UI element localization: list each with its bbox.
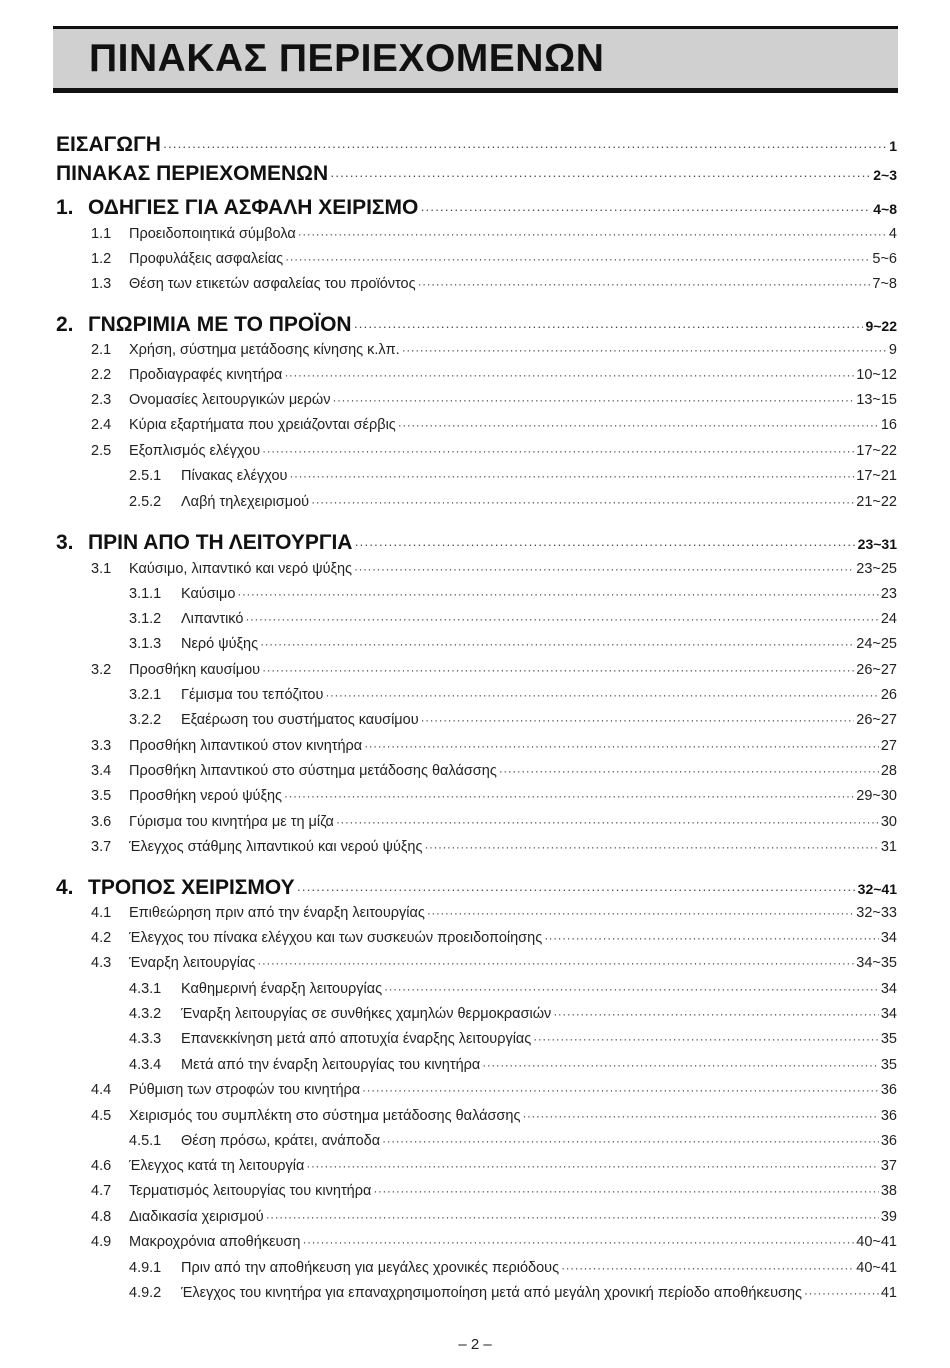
toc-title: Προειδοποιητικά σύμβολα <box>129 226 296 242</box>
toc-subsubsection-entry <box>129 1031 897 1047</box>
toc-number: 2.1 <box>91 342 112 358</box>
page-number: – 2 – <box>458 1336 492 1353</box>
toc-leader-dots <box>382 1134 879 1148</box>
toc-leader-dots <box>284 789 854 803</box>
toc-number: 2.5.1 <box>129 468 162 484</box>
toc-number: 4. <box>56 876 74 899</box>
toc-leader-dots <box>499 764 879 778</box>
toc-page-number: 17~22 <box>856 443 897 459</box>
toc-title: Λαβή τηλεχειρισμού <box>181 494 310 510</box>
toc-leader-dots <box>298 227 887 241</box>
toc-subsubsection-entry <box>129 586 897 602</box>
toc-number: 4.6 <box>91 1158 112 1174</box>
toc-page-number: 24~25 <box>856 636 897 652</box>
toc-title: Προσθήκη καυσίμου <box>129 662 261 678</box>
toc-number: 3.1.2 <box>129 611 162 627</box>
toc-number: 1.1 <box>91 226 112 242</box>
toc-number: 2.4 <box>91 417 112 433</box>
toc-title: ΠΙΝΑΚΑΣ ΠΕΡΙΕΧΟΜΕΝΩΝ <box>56 162 329 185</box>
toc-leader-dots <box>262 663 854 677</box>
toc-leader-dots <box>561 1261 854 1275</box>
toc-leader-dots <box>311 495 854 509</box>
toc-leader-dots <box>421 713 855 727</box>
toc-leader-dots <box>522 1109 878 1123</box>
toc-title: Έλεγχος στάθμης λιπαντικού και νερού ψύξης <box>129 839 423 855</box>
toc-page-number: 32~33 <box>856 905 897 921</box>
toc-number: 3.2.2 <box>129 712 162 728</box>
toc-title: Μακροχρόνια αποθήκευση <box>129 1234 301 1250</box>
toc-page-number: 27 <box>880 738 897 754</box>
toc-subsection-entry <box>91 1082 897 1098</box>
toc-section-entry <box>56 531 897 555</box>
toc-page-number: 9 <box>888 342 897 358</box>
toc-subsection-entry <box>91 226 897 242</box>
toc-page-number: 10~12 <box>856 367 897 383</box>
toc-page-number: 4 <box>888 226 897 242</box>
toc-number: 3.3 <box>91 738 112 754</box>
toc-title: Ονομασίες λειτουργικών μερών <box>129 392 331 408</box>
toc-page-number: 38 <box>880 1183 897 1199</box>
toc-number: 2. <box>56 313 74 336</box>
toc-page-number: 32~41 <box>857 881 897 897</box>
toc-number: 4.7 <box>91 1183 112 1199</box>
toc-number: 3.1.3 <box>129 636 162 652</box>
toc-page-number: 26~27 <box>856 662 897 678</box>
toc-title: Μετά από την έναρξη λειτουργίας του κινητήρα <box>181 1057 481 1073</box>
toc-section-entry <box>56 313 897 337</box>
toc-page-number: 35 <box>880 1057 897 1073</box>
toc-title: Θέση πρόσω, κράτει, ανάποδα <box>181 1133 381 1149</box>
toc-leader-dots <box>325 688 878 702</box>
toc-title: ΤΡΟΠΟΣ ΧΕΙΡΙΣΜΟΥ <box>88 876 295 899</box>
toc-leader-dots <box>424 840 878 854</box>
toc-section-entry <box>56 133 897 157</box>
toc-title: Νερό ψύξης <box>181 636 259 652</box>
toc-page-number: 36 <box>880 1108 897 1124</box>
toc-subsection-entry <box>91 763 897 779</box>
toc-leader-dots <box>373 1184 878 1198</box>
toc-title: Προδιαγραφές κινητήρα <box>129 367 283 383</box>
toc-number: 2.3 <box>91 392 112 408</box>
toc-leader-dots <box>364 739 879 753</box>
toc-number: 3.6 <box>91 814 112 830</box>
toc-subsection-entry <box>91 276 897 292</box>
toc-subsection-entry <box>91 839 897 855</box>
toc-leader-dots <box>482 1058 879 1072</box>
toc-title: Διαδικασία χειρισμού <box>129 1209 264 1225</box>
toc-leader-dots <box>533 1032 879 1046</box>
toc-number: 4.3.4 <box>129 1057 162 1073</box>
toc-number: 1. <box>56 196 74 219</box>
toc-page-number: 31 <box>880 839 897 855</box>
toc-section-entry <box>56 162 897 186</box>
toc-number: 4.4 <box>91 1082 112 1098</box>
toc-leader-dots <box>402 343 887 357</box>
toc-page-number: 21~22 <box>856 494 897 510</box>
toc-number: 4.5.1 <box>129 1133 162 1149</box>
toc-subsection-entry <box>91 788 897 804</box>
toc-leader-dots <box>362 1083 879 1097</box>
toc-number: 4.5 <box>91 1108 112 1124</box>
toc-page-number: 36 <box>880 1133 897 1149</box>
toc-title: Τερματισμός λειτουργίας του κινητήρα <box>129 1183 372 1199</box>
toc-leader-dots <box>302 1235 854 1249</box>
toc-leader-dots <box>544 931 879 945</box>
toc-title: Εξοπλισμός ελέγχου <box>129 443 261 459</box>
toc-subsection-entry <box>91 1108 897 1124</box>
toc-page-number: 13~15 <box>856 392 897 408</box>
toc-leader-dots <box>354 537 855 552</box>
toc-title: Πριν από την αποθήκευση για μεγάλες χρονικές περιόδους <box>181 1260 560 1276</box>
toc-number: 4.3.3 <box>129 1031 162 1047</box>
toc-subsection-entry <box>91 443 897 459</box>
toc-title: Προφυλάξεις ασφαλείας <box>129 251 284 267</box>
toc-title: Έλεγχος κατά τη λειτουργία <box>129 1158 305 1174</box>
toc-title: Προσθήκη νερού ψύξης <box>129 788 283 804</box>
toc-number: 4.2 <box>91 930 112 946</box>
toc-page-number: 36 <box>880 1082 897 1098</box>
toc-title: Καύσιμο <box>181 586 236 602</box>
toc-page-number: 37 <box>880 1158 897 1174</box>
toc-leader-dots <box>163 139 887 154</box>
toc-leader-dots <box>398 418 879 432</box>
toc-subsubsection-entry <box>129 712 897 728</box>
toc-title: Επιθεώρηση πριν από την έναρξη λειτουργίας <box>129 905 425 921</box>
toc-subsubsection-entry <box>129 1260 897 1276</box>
toc-subsection-entry <box>91 392 897 408</box>
toc-number: 3.1 <box>91 561 112 577</box>
toc-subsection-entry <box>91 930 897 946</box>
toc-page-number: 4~8 <box>873 201 897 217</box>
toc-leader-dots <box>354 562 854 576</box>
toc-leader-dots <box>804 1286 879 1300</box>
toc-title: Χρήση, σύστημα μετάδοσης κίνησης κ.λπ. <box>129 342 400 358</box>
toc-title: ΓΝΩΡΙΜΙΑ ΜΕ ΤΟ ΠΡΟΪΟΝ <box>88 313 352 336</box>
toc-leader-dots <box>289 469 854 483</box>
toc-number: 2.5 <box>91 443 112 459</box>
toc-number: 3.7 <box>91 839 112 855</box>
toc-page-number: 29~30 <box>856 788 897 804</box>
toc-page-number: 16 <box>880 417 897 433</box>
toc-subsubsection-entry <box>129 468 897 484</box>
toc-title: Έλεγχος του κινητήρα για επαναχρησιμοποίηση μετά από μεγάλη χρονική περίοδο αποθήκευσης <box>181 1285 803 1301</box>
toc-page-number: 2~3 <box>873 167 897 183</box>
toc-subsection-entry <box>91 561 897 577</box>
toc-page-number: 39 <box>880 1209 897 1225</box>
toc-title: Προσθήκη λιπαντικού στον κινητήρα <box>129 738 363 754</box>
toc-subsection-entry <box>91 662 897 678</box>
toc-title: Γύρισμα του κινητήρα με τη μίζα <box>129 814 334 830</box>
toc-subsection-entry <box>91 738 897 754</box>
toc-subsection-entry <box>91 955 897 971</box>
toc-number: 3.2.1 <box>129 687 162 703</box>
toc-title: Γέμισμα του τεπόζιτου <box>181 687 324 703</box>
toc-leader-dots <box>297 882 856 897</box>
toc-page-number: 40~41 <box>856 1234 897 1250</box>
toc-subsubsection-entry <box>129 1285 897 1301</box>
toc-title: ΕΙΣΑΓΩΓΗ <box>56 133 161 156</box>
toc-subsubsection-entry <box>129 1057 897 1073</box>
toc-title: Έλεγχος του πίνακα ελέγχου και των συσκευών προειδοποίησης <box>129 930 543 946</box>
toc-leader-dots <box>384 982 879 996</box>
toc-number: 3.5 <box>91 788 112 804</box>
toc-leader-dots <box>266 1210 879 1224</box>
toc-number: 4.3.1 <box>129 981 162 997</box>
toc-page-number: 26 <box>880 687 897 703</box>
toc-leader-dots <box>336 815 879 829</box>
toc-title: Εξαέρωση του συστήματος καυσίμου <box>181 712 419 728</box>
toc-title: Καθημερινή έναρξη λειτουργίας <box>181 981 383 997</box>
toc-number: 4.8 <box>91 1209 112 1225</box>
toc-title: Έναρξη λειτουργίας σε συνθήκες χαμηλών θερμοκρασιών <box>181 1006 552 1022</box>
toc-page-number: 17~21 <box>856 468 897 484</box>
toc-subsection-entry <box>91 814 897 830</box>
toc-number: 4.9.2 <box>129 1285 162 1301</box>
toc-leader-dots <box>284 368 854 382</box>
toc-page-number: 40~41 <box>856 1260 897 1276</box>
toc-page-number: 28 <box>880 763 897 779</box>
toc-title: Κύρια εξαρτήματα που χρειάζονται σέρβις <box>129 417 396 433</box>
toc-number: 4.3.2 <box>129 1006 162 1022</box>
toc-section-entry <box>56 876 897 900</box>
toc-number: 2.2 <box>91 367 112 383</box>
toc-leader-dots <box>237 587 878 601</box>
toc-number: 4.3 <box>91 955 112 971</box>
toc-subsubsection-entry <box>129 494 897 510</box>
toc-subsubsection-entry <box>129 1133 897 1149</box>
toc-leader-dots <box>332 393 854 407</box>
toc-page-number: 34 <box>880 1006 897 1022</box>
toc-subsection-entry <box>91 1183 897 1199</box>
toc-section-entry <box>56 196 897 220</box>
toc-subsection-entry <box>91 342 897 358</box>
toc-page-number: 30 <box>880 814 897 830</box>
toc-subsection-entry <box>91 1158 897 1174</box>
toc-subsection-entry <box>91 417 897 433</box>
toc-subsubsection-entry <box>129 981 897 997</box>
toc-leader-dots <box>306 1159 878 1173</box>
toc-page-number: 5~6 <box>872 251 897 267</box>
toc-leader-dots <box>420 202 871 217</box>
toc-number: 4.9 <box>91 1234 112 1250</box>
toc-subsubsection-entry <box>129 687 897 703</box>
toc-leader-dots <box>262 444 854 458</box>
toc-leader-dots <box>285 252 870 266</box>
toc-subsubsection-entry <box>129 611 897 627</box>
toc-number: 3.2 <box>91 662 112 678</box>
toc-subsection-entry <box>91 1209 897 1225</box>
toc-leader-dots <box>257 956 854 970</box>
toc-leader-dots <box>245 612 878 626</box>
toc-page-number: 34 <box>880 981 897 997</box>
toc-page-number: 23 <box>880 586 897 602</box>
toc-leader-dots <box>354 319 864 334</box>
toc-subsection-entry <box>91 367 897 383</box>
toc-leader-dots <box>553 1007 879 1021</box>
toc-number: 4.1 <box>91 905 112 921</box>
toc-number: 2.5.2 <box>129 494 162 510</box>
toc-title: Καύσιμο, λιπαντικό και νερό ψύξης <box>129 561 353 577</box>
toc-leader-dots <box>330 168 871 183</box>
toc-number: 3.1.1 <box>129 586 162 602</box>
toc-page-number: 41 <box>880 1285 897 1301</box>
toc-title: Προσθήκη λιπαντικού στο σύστημα μετάδοσης θαλάσσης <box>129 763 497 779</box>
toc-title: Χειρισμός του συμπλέκτη στο σύστημα μετάδοσης θαλάσσης <box>129 1108 521 1124</box>
toc-page-number: 24 <box>880 611 897 627</box>
toc-subsubsection-entry <box>129 1006 897 1022</box>
toc-title: ΟΔΗΓΙΕΣ ΓΙΑ ΑΣΦΑΛΗ ΧΕΙΡΙΣΜΟ <box>88 196 419 219</box>
toc-page-number: 35 <box>880 1031 897 1047</box>
toc-title: ΠΡΙΝ ΑΠΟ ΤΗ ΛΕΙΤΟΥΡΓΙΑ <box>88 531 353 554</box>
toc-page-number: 34 <box>880 930 897 946</box>
page-title: ΠΙΝΑΚΑΣ ΠΕΡΙΕΧΟΜΕΝΩΝ <box>89 37 605 80</box>
toc-leader-dots <box>427 906 854 920</box>
toc-page-number: 26~27 <box>856 712 897 728</box>
toc-page-number: 23~31 <box>857 536 897 552</box>
toc-title: Πίνακας ελέγχου <box>181 468 288 484</box>
toc-leader-dots <box>260 637 854 651</box>
toc-title: Ρύθμιση των στροφών του κινητήρα <box>129 1082 361 1098</box>
toc-page-number: 9~22 <box>865 318 897 334</box>
toc-leader-dots <box>418 277 871 291</box>
toc-page-number: 23~25 <box>856 561 897 577</box>
toc-subsection-entry <box>91 251 897 267</box>
toc-title: Έναρξη λειτουργίας <box>129 955 256 971</box>
toc-page-number: 7~8 <box>872 276 897 292</box>
toc-number: 1.3 <box>91 276 112 292</box>
toc-subsubsection-entry <box>129 636 897 652</box>
toc-page-number: 34~35 <box>856 955 897 971</box>
toc-number: 1.2 <box>91 251 112 267</box>
toc-subsection-entry <box>91 1234 897 1250</box>
toc-number: 4.9.1 <box>129 1260 162 1276</box>
toc-subsection-entry <box>91 905 897 921</box>
toc-title: Θέση των ετικετών ασφαλείας του προϊόντος <box>129 276 416 292</box>
toc-title: Επανεκκίνηση μετά από αποτυχία έναρξης λειτουργίας <box>181 1031 532 1047</box>
toc-number: 3. <box>56 531 74 554</box>
toc-number: 3.4 <box>91 763 112 779</box>
toc-title: Λιπαντικό <box>181 611 244 627</box>
toc-page-number: 1 <box>889 138 897 154</box>
